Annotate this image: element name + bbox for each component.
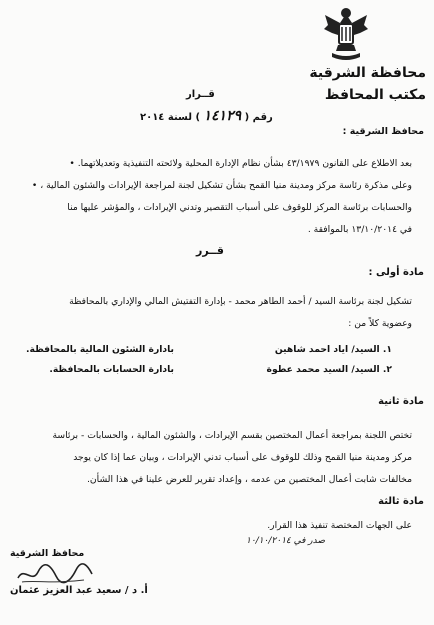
article-3-title: مادة ثالثة [378, 496, 424, 507]
article-3-line: على الجهات المختصة تنفيذ هذا القرار. [267, 520, 412, 531]
decision-number-value: ١٤١٢٩ [203, 108, 242, 124]
signature-title: محافظ الشرقية [10, 548, 85, 559]
article-2-line: مركز ومدينة منيا القمح وذلك للوقوف على أسباب تدني الإيرادات ، وبيان عما إذا كان يوجد [73, 452, 412, 463]
article-2-title: مادة ثانية [378, 396, 424, 407]
governorate-title: محافظة الشرقية [309, 65, 426, 81]
decision-year: ) لسنة ٢٠١٤ [140, 112, 204, 123]
member-department: بادارة الشئون المالية بالمحافظة. [26, 344, 174, 355]
decided-heading: قــرر [196, 244, 224, 257]
signatory-name: أ. د / سعيد عبد العزيز عثمان [10, 585, 148, 596]
member-name: ١. السيد/ اياد احمد شاهين [274, 344, 392, 355]
article-1-line: تشكيل لجنة برئاسة السيد / أحمد الطاهر محمد - بإدارة التفتيش المالي والإداري بالمحافظة [69, 296, 412, 307]
preamble-line: في ١٣/١٠/٢٠١٤ بالموافقة . [307, 224, 412, 235]
decision-heading: قــرار [186, 89, 215, 100]
governor-office-title: مكتب المحافظ [324, 87, 426, 103]
decision-number-line [140, 108, 273, 124]
preamble-line: وعلى مذكرة رئاسة مركز ومدينة منيا القمح بشأن تشكيل لجنة لمراجعة الإيرادات والشئون المالية ، • [32, 180, 412, 191]
article-2-line: تختص اللجنة بمراجعة أعمال المختصين بقسم الإيرادات ، والشئون المالية ، والحسابات - برئاسة [52, 430, 412, 441]
article-1-title: مادة أولى : [368, 267, 424, 278]
decision-number-label: رقم ( [241, 112, 273, 123]
handwritten-date-note: صدر في ١٠/١٠/٢٠١٤ [246, 536, 325, 546]
governor-label: محافظ الشرقية : [342, 126, 424, 137]
preamble-line: والحسابات برئاسة المركز للوقوف على أسباب التقصير وتدني الإيرادات ، والمؤشر عليها منا [67, 202, 412, 213]
member-department: بادارة الحسابات بالمحافظة. [49, 364, 174, 375]
article-2-line: مخالفات شابت أعمال المختصين من عدمه ، وإعداد تقرير للعرض علينا في هذا الشأن. [87, 474, 412, 485]
preamble-line: بعد الاطلاع على القانون ٤٣/١٩٧٩ بشأن نظام الإدارة المحلية ولائحته التنفيذية وتعديلاتهما. • [69, 158, 412, 169]
handwritten-signature-icon [14, 562, 94, 586]
member-name: ٢. السيد/ السيد محمد عطوة [266, 364, 392, 375]
article-1-line: وعضوية كلاً من : [348, 318, 412, 329]
egypt-eagle-emblem-icon [322, 5, 370, 63]
